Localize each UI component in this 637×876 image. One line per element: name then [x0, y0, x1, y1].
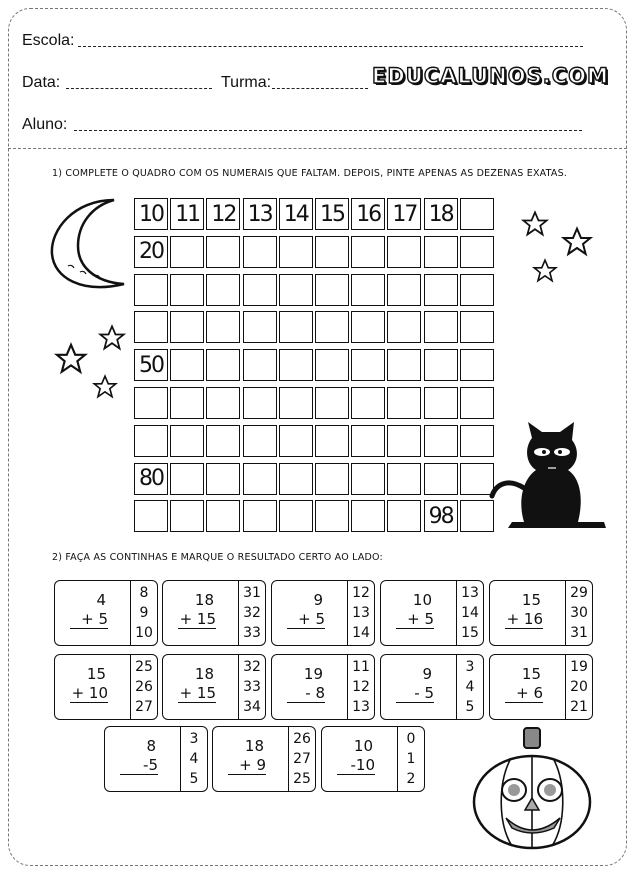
grid-cell[interactable]	[460, 311, 494, 343]
operand-bottom: -10	[337, 756, 375, 775]
answer-option[interactable]: 13	[352, 605, 370, 621]
aluno-field[interactable]	[74, 130, 582, 131]
star-icon	[98, 324, 126, 352]
answer-option[interactable]: 21	[570, 699, 588, 715]
operand-bottom: + 15	[179, 684, 216, 702]
answer-option[interactable]: 31	[570, 625, 588, 641]
operation	[105, 727, 180, 791]
math-card	[54, 580, 158, 646]
operation	[381, 655, 456, 719]
answer-options	[180, 727, 207, 791]
operand-bottom: -5	[120, 756, 158, 775]
operand-top: 15	[521, 665, 541, 683]
turma-label: Turma:	[221, 74, 272, 91]
operation	[272, 655, 347, 719]
operation	[272, 581, 347, 645]
answer-option[interactable]: 5	[189, 771, 199, 787]
answer-options	[565, 655, 592, 719]
grid-cell[interactable]	[351, 387, 385, 419]
operand-bottom: + 5	[287, 610, 325, 629]
answer-option[interactable]: 34	[243, 699, 261, 715]
star-icon	[54, 342, 88, 376]
operand-bottom: - 5	[396, 684, 434, 703]
grid-cell[interactable]: 10	[134, 198, 168, 230]
answer-options	[565, 581, 592, 645]
grid-cell[interactable]	[279, 387, 313, 419]
grid-cell[interactable]	[134, 387, 168, 419]
operand-bottom: + 9	[228, 756, 266, 775]
aluno-label: Aluno:	[22, 116, 68, 133]
answer-option[interactable]: 8	[139, 585, 149, 601]
answer-option[interactable]: 32	[243, 659, 261, 675]
answer-option[interactable]: 10	[135, 625, 153, 641]
grid-cell[interactable]: 20	[134, 236, 168, 268]
grid-cell[interactable]	[279, 311, 313, 343]
grid-cell[interactable]	[315, 274, 349, 306]
grid-cell[interactable]	[243, 500, 277, 532]
answer-option[interactable]: 32	[243, 605, 261, 621]
grid-cell[interactable]	[424, 387, 458, 419]
grid-cell[interactable]	[387, 500, 421, 532]
answer-option[interactable]: 14	[352, 625, 370, 641]
grid-cell[interactable]	[170, 311, 204, 343]
operation	[163, 655, 238, 719]
operand-top: 10	[412, 591, 432, 609]
grid-cell[interactable]: 98	[424, 500, 458, 532]
grid-cell[interactable]: 16	[351, 198, 385, 230]
answer-option[interactable]: 25	[135, 659, 153, 675]
grid-cell[interactable]	[460, 274, 494, 306]
exercise2-instruction: 2) FAÇA AS CONTINHAS E MARQUE O RESULTADO CERTO AO LADO:	[52, 552, 383, 563]
answer-option[interactable]: 20	[570, 679, 588, 695]
grid-cell[interactable]	[460, 349, 494, 381]
answer-option[interactable]: 5	[465, 699, 475, 715]
answer-option[interactable]: 29	[570, 585, 588, 601]
escola-label: Escola:	[22, 32, 75, 49]
grid-cell[interactable]	[243, 274, 277, 306]
grid-cell[interactable]	[351, 463, 385, 495]
grid-cell[interactable]: 17	[387, 198, 421, 230]
operand-bottom: + 10	[71, 684, 108, 702]
grid-cell[interactable]	[206, 274, 240, 306]
answer-option[interactable]: 19	[570, 659, 588, 675]
grid-cell[interactable]	[387, 387, 421, 419]
grid-cell[interactable]	[134, 425, 168, 457]
operand-top: 15	[86, 665, 106, 683]
grid-cell[interactable]	[315, 500, 349, 532]
answer-option[interactable]: 31	[243, 585, 261, 601]
math-card	[489, 654, 593, 720]
answer-option[interactable]: 33	[243, 625, 261, 641]
grid-cell[interactable]	[134, 500, 168, 532]
answer-option[interactable]: 27	[135, 699, 153, 715]
grid-cell[interactable]	[243, 387, 277, 419]
grid-cell[interactable]	[279, 236, 313, 268]
operand-bottom: + 5	[70, 610, 108, 629]
operation	[55, 655, 130, 719]
grid-cell[interactable]	[170, 349, 204, 381]
grid-cell[interactable]	[351, 425, 385, 457]
operand-top: 8	[146, 737, 156, 755]
operand-bottom: + 16	[506, 610, 543, 628]
grid-cell[interactable]	[351, 311, 385, 343]
operand-top: 9	[313, 591, 323, 609]
answer-options	[456, 655, 483, 719]
math-card	[162, 580, 266, 646]
star-icon	[520, 210, 550, 238]
math-card	[321, 726, 425, 792]
grid-cell[interactable]	[206, 349, 240, 381]
operand-top: 15	[521, 591, 541, 609]
grid-cell[interactable]	[460, 236, 494, 268]
operand-bottom: - 8	[287, 684, 325, 703]
grid-cell[interactable]	[351, 349, 385, 381]
grid-cell[interactable]	[206, 311, 240, 343]
header-separator	[8, 148, 627, 149]
star-icon	[532, 258, 558, 284]
operation	[55, 581, 130, 645]
answer-option[interactable]: 15	[461, 625, 479, 641]
operand-top: 4	[96, 591, 106, 609]
operand-bottom: + 15	[179, 610, 216, 628]
operand-top: 18	[194, 591, 214, 609]
grid-cell[interactable]	[206, 463, 240, 495]
grid-cell[interactable]	[315, 387, 349, 419]
answer-options	[238, 581, 265, 645]
math-card	[489, 580, 593, 646]
answer-options	[130, 655, 157, 719]
answer-option[interactable]: 2	[406, 771, 416, 787]
grid-cell[interactable]	[315, 236, 349, 268]
grid-cell[interactable]	[460, 387, 494, 419]
answer-options	[238, 655, 265, 719]
data-field[interactable]	[66, 88, 212, 89]
operand-top: 9	[422, 665, 432, 683]
answer-option[interactable]: 13	[352, 699, 370, 715]
answer-option[interactable]: 13	[461, 585, 479, 601]
grid-cell[interactable]	[424, 349, 458, 381]
answer-option[interactable]: 30	[570, 605, 588, 621]
turma-field[interactable]	[272, 88, 368, 89]
grid-cell[interactable]	[387, 274, 421, 306]
grid-cell[interactable]	[351, 500, 385, 532]
answer-option[interactable]: 12	[352, 679, 370, 695]
grid-cell[interactable]	[170, 387, 204, 419]
escola-field[interactable]	[78, 46, 583, 47]
operation	[490, 581, 565, 645]
grid-cell[interactable]	[206, 500, 240, 532]
answer-option[interactable]: 11	[352, 659, 370, 675]
black-cat-icon	[488, 418, 610, 532]
grid-cell[interactable]	[351, 274, 385, 306]
operation	[213, 727, 288, 791]
grid-cell[interactable]: 80	[134, 463, 168, 495]
answer-option[interactable]: 9	[139, 605, 149, 621]
answer-option[interactable]: 4	[189, 751, 199, 767]
grid-cell[interactable]	[460, 198, 494, 230]
grid-cell[interactable]	[387, 425, 421, 457]
math-card	[162, 654, 266, 720]
answer-options	[397, 727, 424, 791]
grid-cell[interactable]: 14	[279, 198, 313, 230]
grid-cell[interactable]	[315, 463, 349, 495]
grid-cell[interactable]: 15	[315, 198, 349, 230]
answer-option[interactable]: 4	[465, 679, 475, 695]
answer-option[interactable]: 3	[465, 659, 475, 675]
grid-cell[interactable]	[279, 425, 313, 457]
operand-top: 10	[353, 737, 373, 755]
math-card	[212, 726, 316, 792]
math-card	[380, 580, 484, 646]
star-icon	[92, 374, 118, 400]
grid-cell[interactable]	[351, 236, 385, 268]
grid-cell[interactable]	[243, 425, 277, 457]
grid-cell[interactable]	[134, 311, 168, 343]
grid-cell[interactable]	[170, 274, 204, 306]
answer-option[interactable]: 26	[293, 731, 311, 747]
answer-options	[347, 655, 374, 719]
moon-icon	[44, 196, 128, 296]
grid-cell[interactable]	[315, 425, 349, 457]
grid-cell[interactable]	[243, 463, 277, 495]
operation	[381, 581, 456, 645]
grid-cell[interactable]: 18	[424, 198, 458, 230]
operation	[163, 581, 238, 645]
grid-cell[interactable]	[387, 349, 421, 381]
operand-top: 19	[303, 665, 323, 683]
math-card	[104, 726, 208, 792]
operation	[322, 727, 397, 791]
operand-bottom: + 5	[396, 610, 434, 629]
operand-top: 18	[244, 737, 264, 755]
answer-option[interactable]: 1	[406, 751, 416, 767]
grid-cell[interactable]	[279, 274, 313, 306]
answer-option[interactable]: 0	[406, 731, 416, 747]
math-card	[271, 654, 375, 720]
grid-cell[interactable]	[206, 236, 240, 268]
answer-options	[347, 581, 374, 645]
grid-cell[interactable]	[243, 236, 277, 268]
grid-cell[interactable]: 11	[170, 198, 204, 230]
grid-cell[interactable]	[424, 425, 458, 457]
answer-option[interactable]: 33	[243, 679, 261, 695]
grid-cell[interactable]: 13	[243, 198, 277, 230]
operand-bottom: + 6	[505, 684, 543, 703]
math-card	[380, 654, 484, 720]
grid-cell[interactable]	[315, 349, 349, 381]
math-card	[54, 654, 158, 720]
answer-option[interactable]: 27	[293, 751, 311, 767]
grid-cell[interactable]	[134, 274, 168, 306]
math-card	[271, 580, 375, 646]
grid-cell[interactable]	[387, 236, 421, 268]
answer-option[interactable]: 25	[293, 771, 311, 787]
grid-cell[interactable]	[424, 236, 458, 268]
grid-cell[interactable]	[424, 463, 458, 495]
answer-option[interactable]: 26	[135, 679, 153, 695]
answer-options	[288, 727, 315, 791]
grid-cell[interactable]	[387, 463, 421, 495]
grid-cell[interactable]	[279, 349, 313, 381]
star-icon	[560, 226, 594, 258]
answer-option[interactable]: 12	[352, 585, 370, 601]
exercise1-instruction: 1) COMPLETE O QUADRO COM OS NUMERAIS QUE FALTAM. DEPOIS, PINTE APENAS AS DEZENAS EXATAS.	[52, 168, 568, 179]
grid-cell[interactable]	[243, 311, 277, 343]
grid-cell[interactable]	[170, 463, 204, 495]
educalunos-logo: EDUCALUNOS.COM	[372, 64, 609, 88]
grid-cell[interactable]	[315, 311, 349, 343]
grid-cell[interactable]	[279, 463, 313, 495]
grid-cell[interactable]	[424, 274, 458, 306]
answer-option[interactable]: 3	[189, 731, 199, 747]
grid-cell[interactable]	[206, 387, 240, 419]
grid-cell[interactable]: 50	[134, 349, 168, 381]
answer-options	[130, 581, 157, 645]
data-label: Data:	[22, 74, 61, 91]
grid-cell[interactable]	[243, 349, 277, 381]
grid-cell[interactable]	[206, 425, 240, 457]
answer-option[interactable]: 14	[461, 605, 479, 621]
answer-options	[456, 581, 483, 645]
grid-cell[interactable]	[170, 500, 204, 532]
operand-top: 18	[194, 665, 214, 683]
grid-cell[interactable]	[170, 236, 204, 268]
grid-cell[interactable]	[424, 311, 458, 343]
grid-cell[interactable]	[170, 425, 204, 457]
operation	[490, 655, 565, 719]
grid-cell[interactable]	[279, 500, 313, 532]
jack-o-lantern-icon	[470, 724, 594, 852]
grid-cell[interactable]: 12	[206, 198, 240, 230]
grid-cell[interactable]	[387, 311, 421, 343]
